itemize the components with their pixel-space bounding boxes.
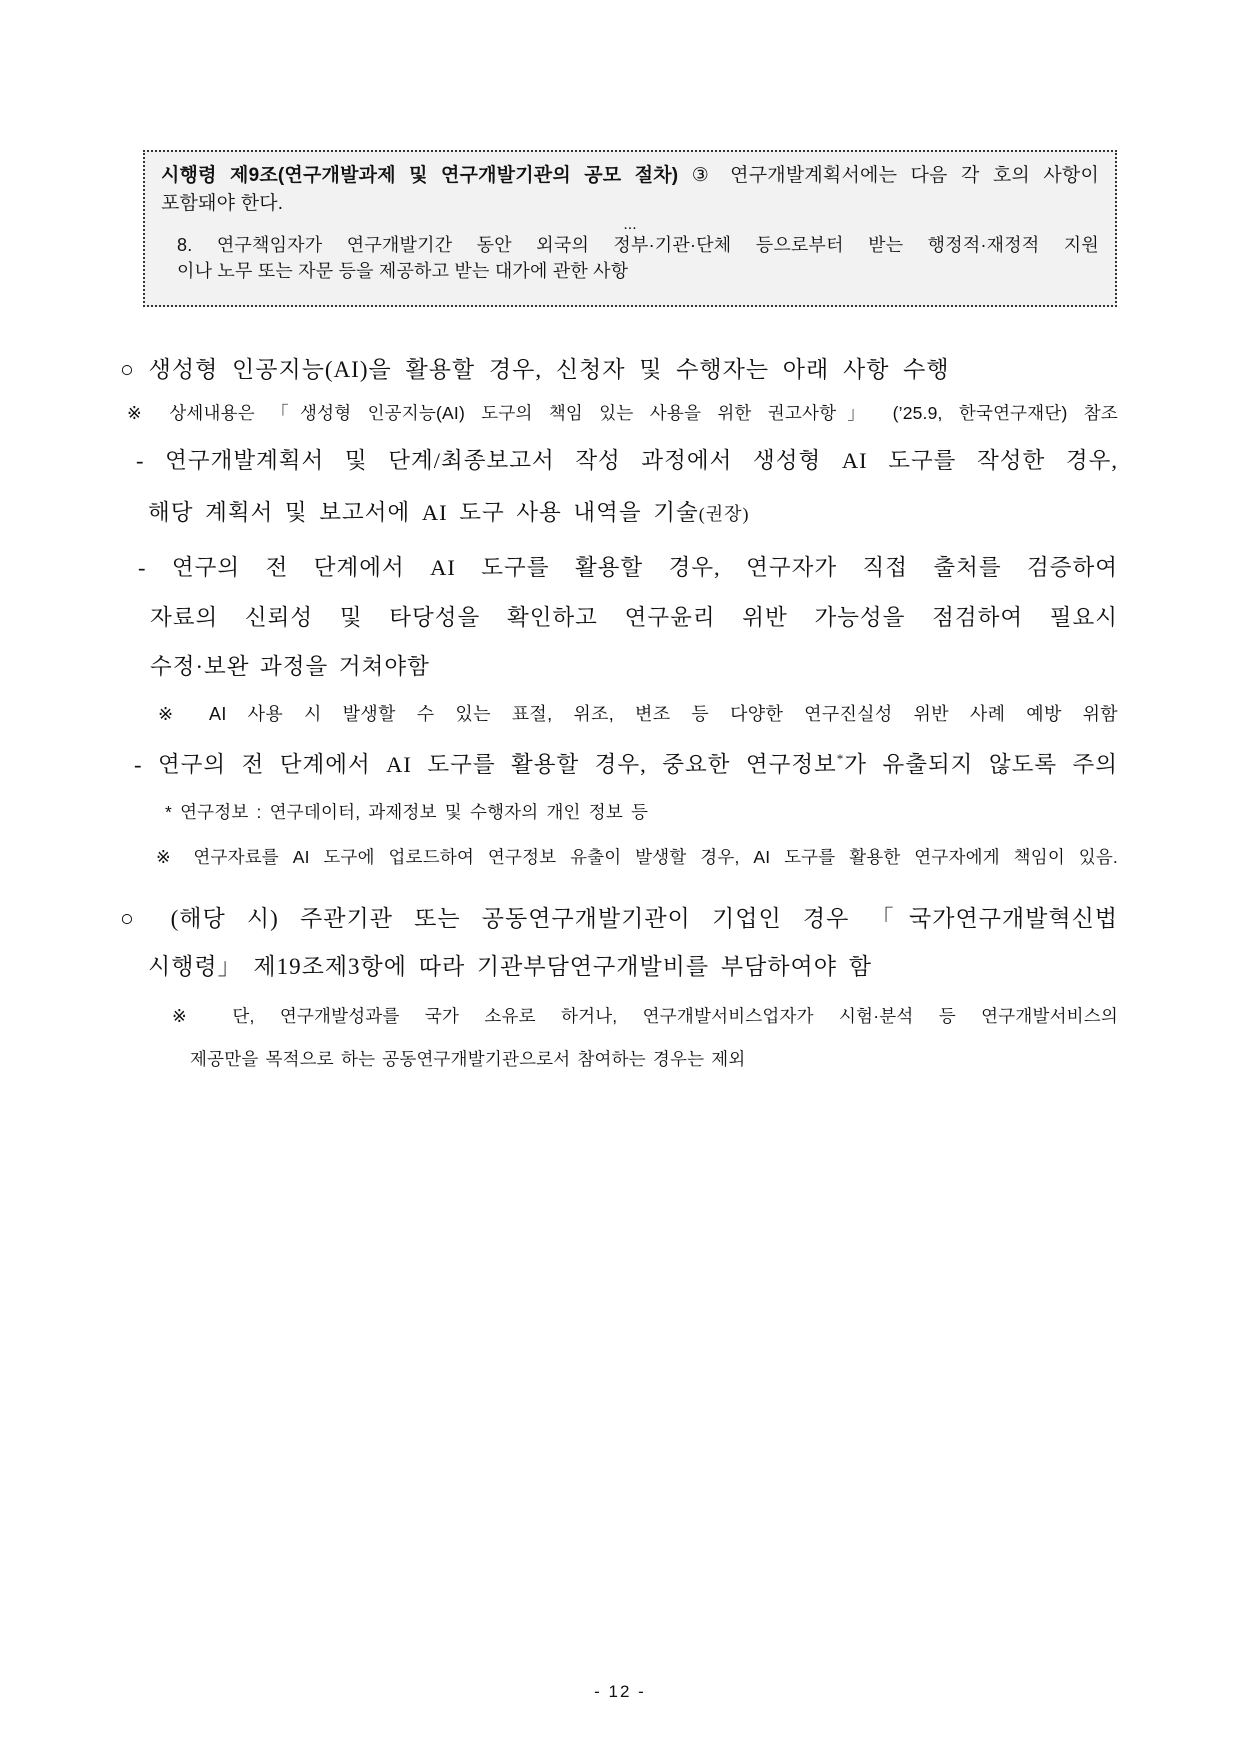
- dash-plan-report-line2-main: 해당 계획서 및 보고서에 AI 도구 사용 내역을 기술: [148, 500, 699, 525]
- dash-verify-source-line2: 자료의 신뢰성 및 타당성을 확인하고 연구윤리 위반 가능성을 점검하여 필요시: [150, 605, 1118, 630]
- note-ai-recommendation-ref: ※ 상세내용은 「생성형 인공지능(AI) 도구의 책임 있는 사용을 위한 권고사항」 (’25.9, 한국연구재단) 참조: [127, 403, 1118, 423]
- notice-box-heading-line2: 포함돼야 한다.: [161, 193, 284, 214]
- note-exception-line2: 제공만을 목적으로 하는 공동연구개발기관으로서 참여하는 경우는 제외: [190, 1049, 746, 1069]
- note-exception-line1: ※ 단, 연구개발성과를 국가 소유로 하거나, 연구개발서비스업자가 시험·분석 등 연구개발서비스의: [172, 1006, 1118, 1026]
- dash-plan-report-line2-paren: (권장): [698, 504, 750, 524]
- notice-box-item8-line1: 8. 연구책임자가 연구개발기간 동안 외국의 정부·기관·단체 등으로부터 받는 행정적·재정적 지원: [177, 235, 1099, 255]
- dash-verify-source-line1: - 연구의 전 단계에서 AI 도구를 활용할 경우, 연구자가 직접 출처를 검증하여: [138, 555, 1118, 580]
- regulation-notice-box: [143, 150, 1117, 307]
- dash-info-leak-asterisk: *: [836, 751, 845, 766]
- notice-box-ellipsis: ...: [623, 216, 637, 233]
- bullet-company-cost-line1: ○ (해당 시) 주관기관 또는 공동연구개발기관이 기업인 경우 「국가연구개발혁신법: [120, 906, 1118, 931]
- dash-info-leak-pre: - 연구의 전 단계에서 AI 도구를 활용할 경우, 중요한 연구정보: [134, 752, 837, 777]
- dash-info-leak: [134, 747, 1118, 779]
- notice-box-item8-line2: 이나 노무 또는 자문 등을 제공하고 받는 대가에 관한 사항: [177, 261, 629, 281]
- page-number: - 12 -: [594, 1682, 646, 1701]
- dash-info-leak-post: 가 유출되지 않도록 주의: [844, 752, 1118, 777]
- notice-box-heading-bold: 시행령 제9조(연구개발과제 및 연구개발기관의 공모 절차): [161, 165, 679, 186]
- note-upload-responsibility: ※ 연구자료를 AI 도구에 업로드하여 연구정보 유출이 발생할 경우, AI 도구를 활용한 연구자에게 책임이 있음.: [156, 847, 1118, 867]
- bullet-generative-ai: ○ 생성형 인공지능(AI)을 활용할 경우, 신청자 및 수행자는 아래 사항 수행: [120, 357, 950, 382]
- notice-box-heading-rest: ③ 연구개발계획서에는 다음 각 호의 사항이: [691, 165, 1099, 186]
- dash-plan-report-line1: - 연구개발계획서 및 단계/최종보고서 작성 과정에서 생성형 AI 도구를 작성한 경우,: [136, 448, 1118, 473]
- dash-plan-report-line2: [148, 495, 749, 527]
- notice-box-heading-line1: [161, 162, 1099, 190]
- bullet-company-cost-line2: 시행령」 제19조제3항에 따라 기관부담연구개발비를 부담하여야 함: [148, 954, 872, 979]
- note-research-integrity: ※ AI 사용 시 발생할 수 있는 표절, 위조, 변조 등 다양한 연구진실성 위반 사례 예방 위함: [158, 704, 1118, 724]
- dash-verify-source-line3: 수정·보완 과정을 거쳐야함: [150, 654, 430, 679]
- footnote-research-info-definition: * 연구정보 : 연구데이터, 과제정보 및 수행자의 개인 정보 등: [165, 802, 649, 822]
